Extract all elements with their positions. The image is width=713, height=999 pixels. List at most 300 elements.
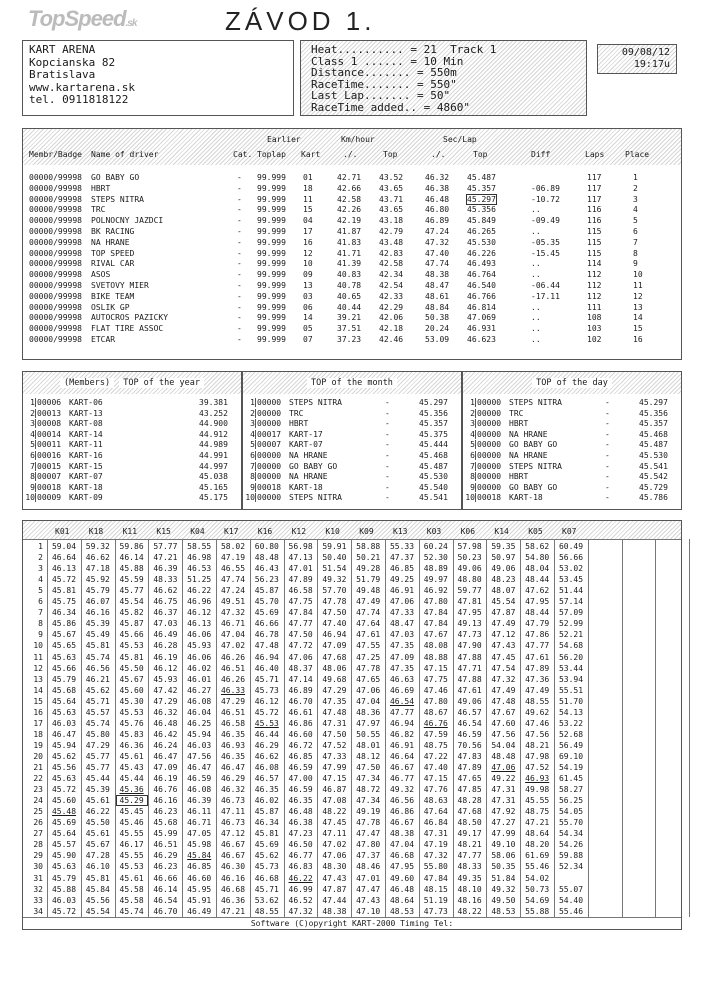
top-cell: 10	[245, 493, 255, 503]
lap-time-cell: 47.80	[356, 840, 381, 850]
result-cell: ..	[531, 205, 541, 215]
lap-time-cell: 48.04	[525, 564, 550, 574]
lap-time-cell: 53.22	[558, 718, 584, 728]
lap-time-cell: 45.73	[254, 862, 279, 872]
top-cell: 45.175	[199, 493, 228, 503]
lap-time-cell: 46.86	[288, 718, 313, 728]
lap-time-cell: 46.89	[288, 685, 313, 695]
lap-time-cell: 47.40	[322, 619, 347, 629]
top-cell: KART-16	[69, 451, 103, 460]
lap-time-cell: 52.34	[558, 862, 584, 872]
lap-time-cell: 56.25	[558, 796, 584, 806]
lap-time-cell: 46.03	[187, 740, 212, 750]
result-cell: ..	[531, 270, 541, 280]
lap-time-cell: 47.86	[525, 630, 550, 640]
top-cell: 2	[30, 408, 35, 418]
top-row	[243, 409, 461, 420]
lap-time-cell: 47.42	[153, 685, 178, 695]
address-line: tel. 0911818122	[29, 93, 129, 106]
lap-time-cell: 46.77	[389, 774, 415, 784]
lap-time-cell: 58.06	[491, 851, 516, 861]
result-cell: ASOS	[91, 270, 111, 280]
lap-time-cell: 48.30	[322, 862, 347, 872]
top-cell: 45.357	[419, 419, 448, 429]
top-cell: 00000	[257, 419, 282, 429]
top-row	[243, 398, 461, 409]
lap-time-cell: 45.74	[85, 718, 110, 728]
top-row	[243, 462, 461, 473]
top-cell: -	[385, 429, 390, 439]
lap-time-cell: 46.48	[288, 807, 313, 817]
top-cell: 45.444	[419, 440, 448, 450]
lap-number: 3	[38, 564, 43, 574]
result-cell: 47.069	[467, 313, 496, 323]
lap-time-cell: 47.56	[187, 751, 212, 761]
lap-time-cell: 56.23	[254, 575, 279, 585]
lap-time-cell: 47.77	[457, 851, 482, 861]
top-cell: KART-07	[289, 440, 323, 450]
lap-time-cell: 45.79	[51, 873, 77, 883]
result-row	[23, 249, 681, 260]
result-cell: GO BABY GO	[91, 173, 140, 182]
result-cell: -	[237, 302, 242, 312]
lap-time-cell: 46.12	[187, 608, 212, 618]
lap-time-cell: 58.02	[220, 542, 246, 551]
lap-time-cell: 47.75	[288, 597, 313, 607]
col-header: Top	[383, 150, 398, 159]
col-header: Top	[473, 150, 488, 159]
result-cell: -	[237, 237, 242, 247]
top-row	[243, 483, 461, 494]
lap-time-cell: 47.01	[288, 564, 313, 574]
lap-time-cell: 50.23	[457, 553, 482, 563]
lap-time-cell: 46.25	[187, 718, 212, 728]
lap-time-cell: 45.69	[254, 608, 279, 618]
lap-time-cell: 47.65	[356, 674, 381, 684]
lap-time-cell: 46.76	[153, 785, 178, 795]
lap-time-cell: 45.70	[254, 597, 279, 607]
lap-time-cell: 50.21	[356, 553, 381, 563]
top-cell: 45.487	[419, 461, 448, 471]
top-cell: -	[385, 398, 390, 407]
lap-time-cell: 45.58	[119, 884, 144, 894]
lap-time-cell: 49.17	[457, 829, 482, 839]
lap-time-cell: 45.57	[51, 840, 77, 850]
top-cell: GO BABY GO	[509, 440, 558, 450]
result-cell: -17.11	[531, 291, 560, 301]
lap-time-cell: 49.10	[491, 840, 516, 850]
lap-time-cell: 46.50	[288, 840, 313, 850]
top-cell: 45.542	[639, 472, 668, 482]
result-cell: ETCAR	[91, 335, 116, 344]
result-cell: 99.999	[257, 259, 286, 269]
lap-time-cell: 46.78	[254, 630, 279, 640]
lap-time-cell: 49.98	[525, 785, 550, 795]
lap-time-cell: 52.21	[558, 630, 584, 640]
top-cell: KART-18	[69, 482, 103, 492]
lap-time-cell: 48.47	[389, 619, 415, 629]
lap-time-cell: 45.50	[119, 663, 144, 673]
lap-time-cell: 47.65	[457, 774, 482, 784]
lap-time-cell: 48.21	[457, 840, 482, 850]
lap-time-cell: 48.28	[457, 796, 482, 806]
lap-time-cell: 47.32	[423, 851, 448, 861]
top-row	[23, 493, 241, 504]
lap-time-cell: 45.63	[51, 707, 77, 717]
lap-time-cell: 55.88	[525, 906, 550, 916]
result-cell: -	[237, 183, 242, 193]
top-day-box	[462, 371, 682, 510]
kart-header: K07	[562, 527, 577, 536]
result-cell: ..	[531, 335, 541, 344]
lap-time-cell: 48.33	[153, 575, 178, 585]
result-row	[23, 173, 681, 184]
lap-time-cell: 45.81	[51, 586, 77, 596]
column-divider	[250, 539, 251, 917]
lap-header	[23, 521, 681, 539]
lap-time-cell: 47.83	[457, 751, 482, 761]
result-cell: ..	[531, 227, 541, 236]
lap-number: 10	[33, 641, 43, 651]
lap-time-cell: 46.14	[153, 884, 178, 894]
result-cell: 45.297	[467, 194, 496, 204]
column-divider	[588, 539, 589, 917]
lap-time-cell: 48.80	[457, 575, 482, 585]
lap-time-cell: 48.21	[525, 740, 550, 750]
result-cell: 16	[303, 237, 313, 247]
lap-number: 25	[33, 807, 43, 817]
lap-time-cell: 46.87	[322, 785, 347, 795]
column-divider	[284, 539, 285, 917]
top-year-box	[22, 371, 242, 510]
lap-time-cell: 45.56	[85, 895, 110, 905]
lap-time-cell: 46.29	[254, 740, 279, 750]
lap-time-cell: 56.66	[558, 553, 584, 563]
lap-time-cell: 47.52	[322, 740, 347, 750]
lap-time-cell: 46.70	[153, 906, 178, 916]
lap-time-cell: 47.77	[389, 707, 415, 717]
result-cell: -	[237, 248, 242, 258]
lap-time-cell: 59.88	[558, 851, 584, 861]
top-cell: 00014	[37, 429, 62, 439]
lap-time-cell: 46.13	[187, 619, 212, 629]
result-cell: 20.24	[425, 324, 450, 334]
address-line: KART ARENA	[29, 43, 96, 56]
lap-time-cell: 47.74	[356, 608, 381, 618]
result-cell: 12	[303, 248, 313, 258]
lap-number: 33	[33, 895, 43, 905]
top-cell: 6	[250, 451, 255, 460]
top-cell: 00008	[37, 419, 62, 429]
result-cell: 43.65	[379, 205, 404, 215]
lap-time-cell: 47.13	[288, 553, 313, 563]
top-cell: KART-18	[509, 493, 543, 503]
result-cell: 46.32	[425, 173, 450, 182]
lap-time-cell: 59.04	[51, 542, 77, 551]
top-cell: 7	[470, 461, 475, 471]
col-header: Name of driver	[91, 150, 159, 159]
result-cell: 00000/99998	[29, 270, 82, 280]
lap-time-cell: 47.95	[389, 862, 415, 872]
lap-time-cell: 46.66	[254, 619, 279, 629]
lap-time-cell: 47.47	[356, 829, 381, 839]
result-cell: 14	[633, 313, 643, 323]
result-cell: 00000/99998	[29, 237, 82, 247]
lap-time-cell: 46.35	[288, 796, 313, 806]
result-row	[23, 195, 681, 206]
lap-time-cell: 47.79	[525, 619, 550, 629]
column-divider	[554, 539, 555, 917]
lap-time-cell: 45.61	[85, 796, 110, 806]
lap-time-cell: 47.31	[423, 829, 448, 839]
lap-time-cell: 47.73	[457, 630, 482, 640]
top-cell: -	[385, 461, 390, 471]
lap-time-cell: 45.75	[51, 597, 77, 607]
result-cell: 46.226	[467, 248, 496, 258]
lap-time-cell: 47.48	[491, 696, 516, 706]
lap-number: 23	[33, 785, 43, 795]
top-cell: 00000	[477, 419, 502, 429]
lap-time-cell: 47.50	[356, 763, 381, 772]
lap-time-cell: 46.73	[220, 796, 246, 806]
kart-header: K03	[426, 527, 442, 536]
lap-time-cell: 46.47	[187, 763, 212, 772]
result-cell: ..	[531, 324, 541, 334]
lap-time-cell: 46.58	[220, 718, 246, 728]
lap-time-cell: 45.61	[119, 873, 144, 883]
lap-time-cell: 46.63	[389, 674, 415, 684]
lap-time-cell: 46.71	[187, 818, 212, 828]
result-cell: 48.47	[425, 281, 450, 290]
result-cell: -	[237, 227, 242, 236]
lap-time-cell: 47.61	[525, 652, 550, 662]
lap-time-cell: 47.59	[423, 729, 448, 739]
lap-time-cell: 55.07	[558, 884, 584, 894]
lap-time-cell: 47.33	[322, 751, 347, 761]
lap-time-cell: 45.79	[85, 586, 110, 596]
lap-time-cell: 47.50	[288, 630, 313, 640]
result-cell: 00000/99998	[29, 205, 82, 215]
lap-time-cell: 47.54	[491, 663, 516, 673]
top-cell: KART-08	[69, 419, 103, 429]
lap-time-cell: 47.68	[322, 652, 347, 662]
lap-time-cell: 47.29	[322, 685, 347, 695]
top-row	[23, 430, 241, 441]
lap-time-cell: 46.56	[389, 796, 415, 806]
top-cell: 45.530	[419, 472, 448, 482]
lap-number: 28	[33, 840, 43, 850]
lap-time-cell: 46.02	[187, 663, 212, 673]
kart-header: K18	[88, 527, 104, 536]
lap-time-cell: 45.58	[119, 895, 144, 905]
top-row	[463, 462, 681, 473]
result-cell: 13	[633, 302, 643, 312]
top-row	[243, 419, 461, 430]
result-cell: 47.40	[425, 248, 450, 258]
top-cell: -	[605, 482, 610, 492]
lap-time-cell: 45.93	[187, 641, 212, 651]
lap-time-cell: 47.03	[389, 630, 415, 640]
lap-time-cell: 47.55	[356, 641, 381, 651]
top-day-title: TOP of the day	[532, 378, 612, 388]
lap-time-cell: 47.06	[491, 763, 516, 772]
lap-time-cell: 47.49	[491, 619, 516, 629]
lap-time-cell: 47.85	[457, 785, 482, 795]
lap-time-cell: 58.62	[525, 542, 550, 551]
lap-time-cell: 46.03	[51, 718, 77, 728]
lap-time-cell: 47.56	[525, 729, 550, 739]
result-cell: 00000/99998	[29, 335, 82, 344]
top-cell: 00016	[37, 451, 62, 460]
lap-time-cell: 45.62	[85, 685, 110, 695]
result-cell: 00000/99998	[29, 183, 82, 193]
lap-time-cell: 46.16	[85, 608, 110, 618]
top-cell: 45.541	[639, 461, 668, 471]
top-cell: 00000	[477, 440, 502, 450]
lap-time-cell: 47.19	[220, 553, 246, 563]
lap-time-cell: 47.10	[356, 906, 381, 916]
date-box	[597, 44, 677, 74]
lap-number: 15	[33, 696, 43, 706]
top-row	[463, 472, 681, 483]
lap-time-cell: 47.12	[220, 829, 246, 839]
lap-time-cell: 46.67	[220, 840, 246, 850]
lap-time-cell: 51.70	[558, 696, 584, 706]
lap-time-cell: 51.44	[558, 586, 584, 596]
lap-time-cell: 46.29	[153, 851, 178, 861]
lap-time-cell: 47.87	[322, 884, 347, 894]
lap-time-cell: 47.35	[389, 663, 415, 673]
top-row	[463, 398, 681, 409]
lap-time-cell: 46.40	[254, 663, 279, 673]
lap-time-cell: 47.78	[356, 663, 381, 673]
lap-time-cell: 47.48	[322, 707, 347, 717]
lap-time-cell: 61.45	[558, 774, 584, 784]
lap-time-cell: 47.72	[288, 641, 313, 651]
lap-time-cell: 45.87	[254, 807, 279, 817]
result-cell: 46.766	[467, 291, 496, 301]
lap-time-cell: 45.67	[85, 840, 110, 850]
top-cell: 45.357	[639, 419, 668, 429]
lap-time-cell: 46.85	[288, 751, 313, 761]
lap-time-cell: 46.73	[220, 818, 246, 828]
lap-time-cell: 49.22	[491, 774, 516, 784]
lap-time-cell: 46.49	[187, 906, 212, 916]
result-cell: 42.29	[379, 302, 404, 312]
lap-time-cell: 55.70	[558, 818, 584, 828]
lap-time-cell: 48.64	[389, 895, 415, 905]
lap-time-cell: 45.77	[85, 763, 110, 772]
time: 19:17u	[633, 59, 670, 70]
top-cell: 45.540	[419, 482, 448, 492]
lap-time-cell: 46.47	[220, 763, 246, 772]
lap-time-cell: 45.91	[187, 895, 212, 905]
lap-time-cell: 48.33	[457, 862, 482, 872]
lap-number: 22	[33, 774, 43, 784]
lap-time-cell: 46.71	[220, 619, 246, 629]
lap-time-cell: 45.30	[119, 696, 144, 706]
top-cell: 6	[470, 451, 475, 460]
top-cell: TRC	[509, 408, 524, 418]
result-row	[23, 184, 681, 195]
lap-time-cell: 50.73	[525, 884, 550, 894]
address-line: Bratislava	[29, 68, 96, 81]
kart-header: K04	[190, 527, 205, 536]
lap-time-cell: 47.64	[356, 619, 381, 629]
lap-time-cell: 45.81	[254, 829, 279, 839]
lap-time-cell: 45.95	[187, 884, 212, 894]
top-cell: STEPS NITRA	[509, 461, 562, 471]
top-row	[243, 493, 461, 504]
top-cell: HBRT	[509, 472, 529, 482]
top-row	[23, 483, 241, 494]
lap-time-cell: 47.61	[457, 685, 482, 695]
column-divider	[351, 539, 352, 917]
lap-time-cell: 46.94	[254, 652, 279, 662]
result-cell: 40.65	[337, 291, 362, 301]
lap-time-cell: 47.73	[423, 906, 448, 916]
top-cell: 10	[465, 493, 475, 503]
lap-time-cell: 48.10	[457, 884, 482, 894]
result-cell: 41.87	[337, 227, 362, 236]
lap-time-cell: 47.23	[288, 829, 313, 839]
top-row	[243, 472, 461, 483]
result-cell: 99.999	[257, 324, 286, 334]
lap-time-cell: 47.29	[220, 696, 246, 706]
top-cell: 4	[470, 429, 475, 439]
result-cell: 11	[303, 194, 313, 204]
lap-time-cell: 48.53	[389, 906, 415, 916]
lap-time-cell: 54.04	[491, 740, 516, 750]
lap-time-cell: 47.40	[423, 763, 448, 772]
lap-time-cell: 49.32	[322, 575, 347, 585]
lap-time-cell: 46.70	[288, 696, 313, 706]
lap-time-cell: 45.66	[119, 630, 144, 640]
result-cell: 2	[633, 183, 638, 193]
result-cell: 46.493	[467, 259, 496, 269]
result-cell: 40.83	[337, 270, 362, 280]
top-row	[23, 462, 241, 473]
lap-time-cell: 47.31	[491, 796, 516, 806]
lap-time-cell: 46.34	[254, 818, 279, 828]
result-cell: 99.999	[257, 313, 286, 323]
lap-time-cell: 46.56	[85, 663, 110, 673]
lap-time-cell: 46.03	[51, 895, 77, 905]
top-cell: -	[385, 440, 390, 450]
lap-time-cell: 53.44	[558, 663, 584, 673]
lap-time-cell: 49.06	[491, 564, 516, 574]
result-cell: 42.06	[379, 313, 404, 323]
result-cell: 40.78	[337, 281, 362, 290]
top-cell: 4	[30, 429, 35, 439]
lap-time-cell: 47.84	[288, 608, 313, 618]
lap-number: 14	[33, 685, 43, 695]
lap-time-cell: 47.43	[356, 895, 381, 905]
lap-number: 7	[38, 608, 43, 618]
result-cell: 42.79	[379, 227, 404, 236]
lap-time-cell: 51.54	[322, 564, 347, 574]
lap-time-cell: 46.83	[288, 862, 313, 872]
lap-time-cell: 48.38	[322, 906, 347, 916]
lap-time-cell: 55.46	[558, 906, 584, 916]
top-cell: 45.038	[199, 472, 228, 482]
lap-time-cell: 45.60	[51, 796, 77, 806]
result-row	[23, 292, 681, 303]
lap-time-cell: 45.46	[119, 818, 144, 828]
lap-time-cell: 47.47	[356, 884, 381, 894]
top-cell: 45.530	[639, 451, 668, 460]
lap-time-cell: 46.08	[187, 785, 212, 795]
